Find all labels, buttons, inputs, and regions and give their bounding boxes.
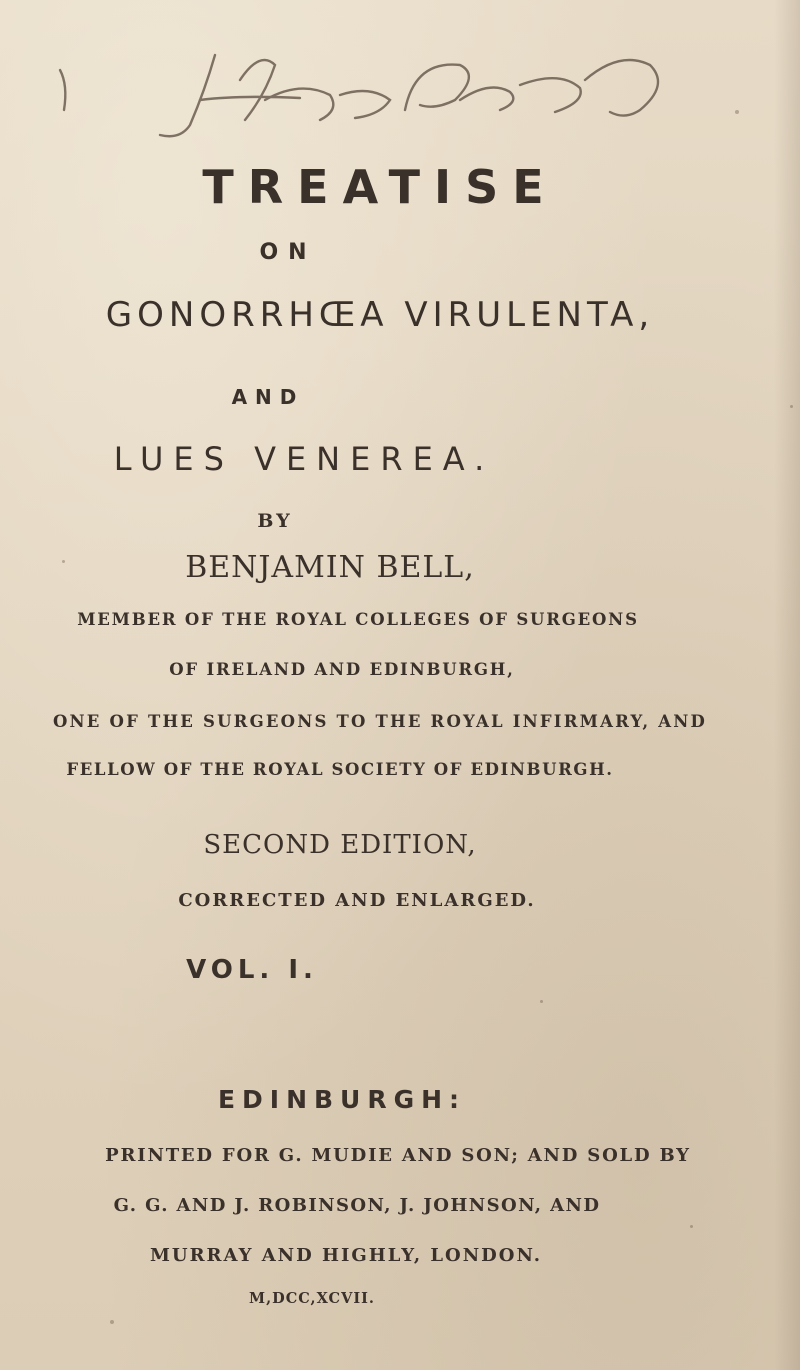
imprint-line: MURRAY AND HIGHLY, LONDON.: [149, 1245, 543, 1266]
imprint-year: M,DCC,XCVII.: [249, 1290, 375, 1307]
edition-statement: SECOND EDITION,: [203, 830, 477, 860]
credential-line: MEMBER OF THE ROYAL COLLEGES OF SURGEONS: [77, 610, 639, 629]
imprint-line: PRINTED FOR G. MUDIE AND SON; AND SOLD BY: [105, 1145, 691, 1166]
and-word: AND: [231, 385, 305, 409]
subject-gonorrhoea: GONORRHŒA VIRULENTA,: [105, 295, 655, 335]
credential-line: OF IRELAND AND EDINBURGH,: [169, 660, 515, 679]
credential-line: FELLOW OF THE ROYAL SOCIETY OF EDINBURGH.: [66, 760, 614, 779]
paper-speck: [62, 560, 65, 563]
on-word: ON: [259, 240, 317, 265]
paper-speck: [790, 405, 793, 408]
author-name: BENJAMIN BELL,: [185, 550, 475, 585]
edition-note: CORRECTED AND ENLARGED.: [178, 890, 536, 911]
volume-number: VOL. I.: [186, 955, 318, 985]
credential-line: ONE OF THE SURGEONS TO THE ROYAL INFIRMARY, AND: [52, 712, 708, 731]
handwritten-signature: [40, 40, 760, 150]
subject-lues: LUES VENEREA.: [113, 440, 495, 478]
paper-speck: [540, 1000, 543, 1003]
imprint-line: G. G. AND J. ROBINSON, J. JOHNSON, AND: [113, 1195, 601, 1216]
paper-speck: [735, 110, 739, 114]
main-title: TREATISE: [202, 160, 558, 214]
by-word: BY: [257, 510, 293, 532]
paper-speck: [690, 1225, 693, 1228]
imprint-place: EDINBURGH:: [217, 1085, 467, 1114]
paper-speck: [110, 1320, 114, 1324]
